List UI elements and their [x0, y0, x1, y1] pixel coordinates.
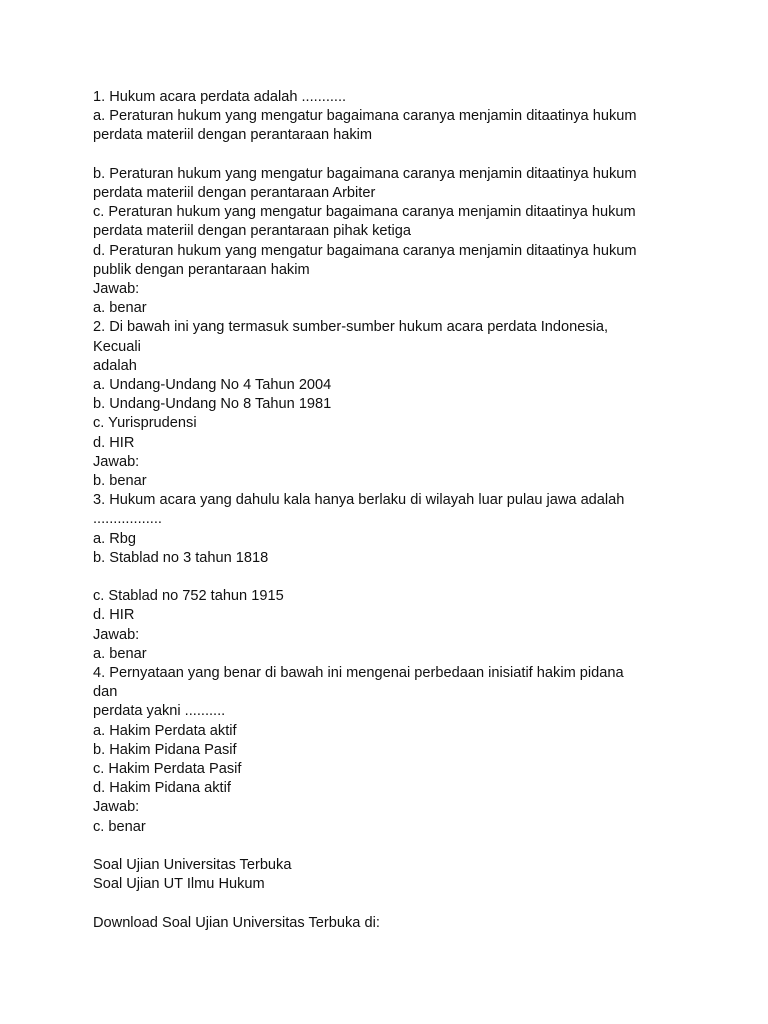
blank-line	[93, 146, 733, 165]
document-line: d. Peraturan hukum yang mengatur bagaimana caranya menjamin ditaatinya hukum	[93, 242, 637, 259]
document-line: d. HIR	[93, 607, 135, 624]
document-line: b. Hakim Pidana Pasif	[93, 741, 237, 758]
document-line: Soal Ujian UT Ilmu Hukum	[93, 876, 265, 893]
document-line: a. Peraturan hukum yang mengatur bagaimana caranya menjamin ditaatinya hukum	[93, 108, 637, 125]
document-line: Jawab:	[93, 799, 140, 816]
document-line: adalah	[93, 357, 137, 374]
document-line: b. Stablad no 3 tahun 1818	[93, 549, 269, 566]
document-line: a. Rbg	[93, 530, 136, 547]
document-line: 3. Hukum acara yang dahulu kala hanya berlaku di wilayah luar pulau jawa adalah	[93, 492, 625, 509]
document-body	[93, 88, 733, 933]
document-line: c. Stablad no 752 tahun 1915	[93, 588, 284, 605]
document-line: 1. Hukum acara perdata adalah ...........	[93, 89, 347, 105]
document-line: perdata materiil dengan perantaraan hakim	[93, 127, 373, 144]
document-line: c. Peraturan hukum yang mengatur bagaimana caranya menjamin ditaatinya hukum	[93, 204, 636, 221]
document-line: a. Hakim Perdata aktif	[93, 722, 237, 739]
document-line: dan	[93, 684, 118, 701]
document-line: Jawab:	[93, 626, 140, 643]
document-line: perdata materiil dengan perantaraan Arbiter	[93, 185, 376, 201]
document-line: Jawab:	[93, 453, 140, 470]
document-line: c. Yurisprudensi	[93, 415, 197, 432]
document-line: publik dengan perantaraan hakim	[93, 261, 310, 278]
blank-line	[93, 837, 733, 856]
document-line: perdata materiil dengan perantaraan pihak ketiga	[93, 223, 412, 240]
document-line: Jawab:	[93, 281, 140, 298]
document-line: perdata yakni ..........	[93, 703, 226, 720]
document-line: 2. Di bawah ini yang termasuk sumber-sumber hukum acara perdata Indonesia,	[93, 319, 609, 336]
document-line: a. benar	[93, 645, 147, 662]
blank-line	[93, 568, 733, 587]
document-line: Download Soal Ujian Universitas Terbuka di:	[93, 914, 380, 931]
document-line: d. HIR	[93, 434, 135, 451]
document-line: d. Hakim Pidana aktif	[93, 780, 231, 797]
document-line: b. Peraturan hukum yang mengatur bagaimana caranya menjamin ditaatinya hukum	[93, 165, 637, 182]
document-line: c. benar	[93, 818, 146, 835]
document-line: b. Undang-Undang No 8 Tahun 1981	[93, 396, 332, 413]
document-line: a. benar	[93, 300, 147, 317]
document-line: a. Undang-Undang No 4 Tahun 2004	[93, 377, 332, 394]
document-line: Soal Ujian Universitas Terbuka	[93, 857, 292, 874]
document-line: .................	[93, 511, 162, 528]
document-line: 4. Pernyataan yang benar di bawah ini mengenai perbedaan inisiatif hakim pidana	[93, 665, 624, 682]
document-line: c. Hakim Perdata Pasif	[93, 761, 242, 778]
blank-line	[93, 894, 733, 913]
document-line: b. benar	[93, 473, 147, 490]
document-line: Kecuali	[93, 338, 141, 355]
